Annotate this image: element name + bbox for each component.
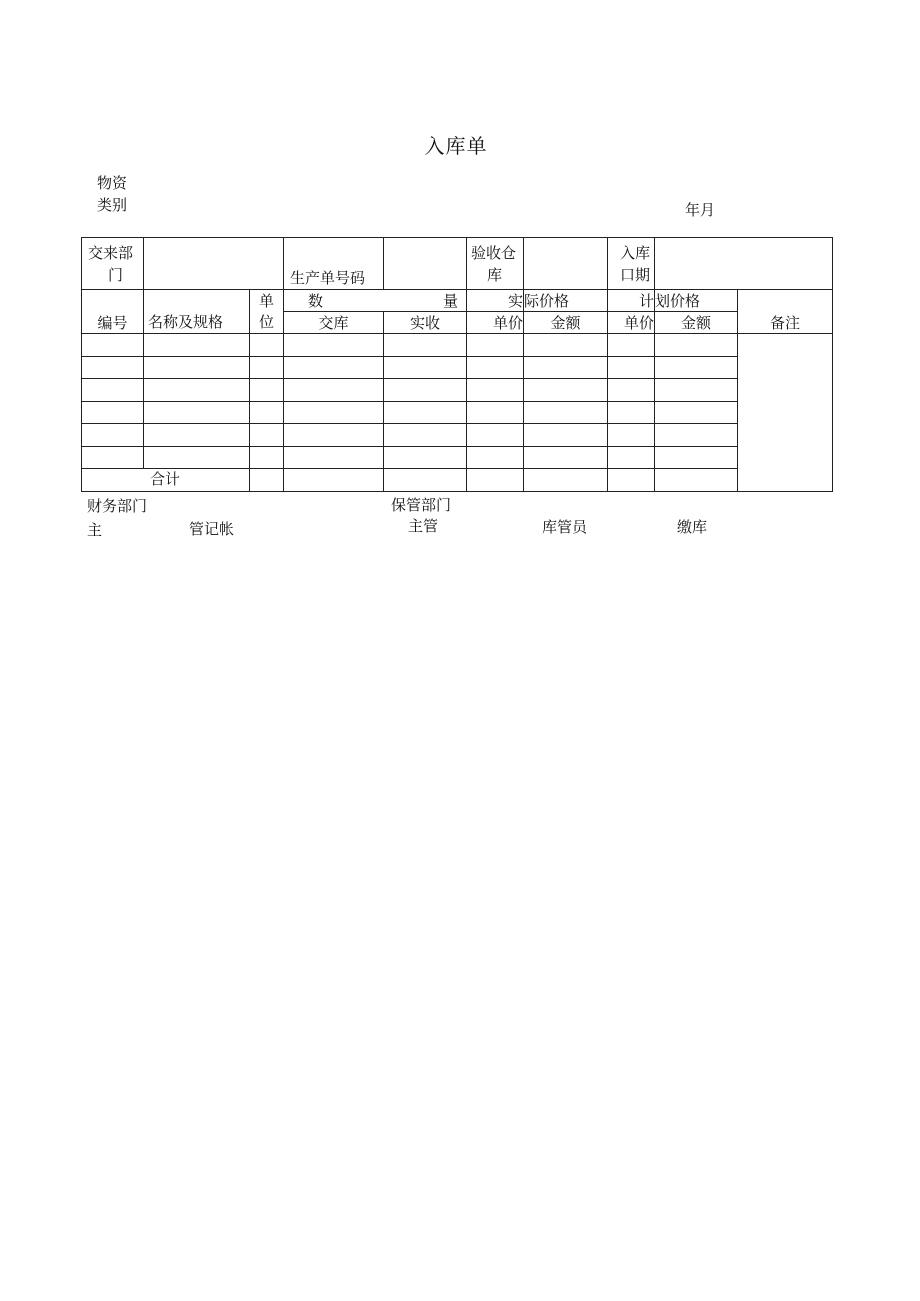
table-row — [82, 401, 833, 424]
inbound-form-table — [81, 237, 833, 492]
cell[interactable] — [284, 446, 384, 469]
cell[interactable] — [608, 356, 655, 379]
table-row — [82, 446, 833, 469]
cell[interactable] — [250, 379, 284, 402]
cell[interactable] — [524, 446, 608, 469]
finance-head-label: 主 — [87, 521, 103, 539]
cell[interactable] — [82, 356, 144, 379]
cell[interactable] — [284, 469, 384, 492]
production-order-label: 生产单号码 — [284, 238, 384, 290]
sub-received-header: 实收 — [384, 312, 467, 334]
cell[interactable] — [384, 401, 467, 424]
table-row — [82, 379, 833, 402]
cell[interactable] — [384, 334, 467, 357]
cell[interactable] — [467, 401, 524, 424]
cell[interactable] — [82, 446, 144, 469]
cell[interactable] — [284, 379, 384, 402]
delivery-dept-label: 交来部 门 — [82, 238, 144, 290]
sub-delivered-header: 交库 — [284, 312, 384, 334]
col-remark-header: 备注 — [738, 290, 833, 334]
cell[interactable] — [82, 401, 144, 424]
total-label: 合计 — [82, 469, 250, 492]
table-row — [82, 356, 833, 379]
cell[interactable] — [82, 334, 144, 357]
cell[interactable] — [284, 356, 384, 379]
cell[interactable] — [524, 379, 608, 402]
sub-plan-unit-price-header: 单价 — [608, 312, 655, 334]
cell[interactable] — [655, 401, 738, 424]
custody-dept-label: 保管部门 — [391, 496, 452, 514]
cell[interactable] — [608, 424, 655, 447]
cell[interactable] — [250, 446, 284, 469]
cell[interactable] — [467, 356, 524, 379]
page-title: 入库单 — [424, 134, 488, 158]
inbound-date-field[interactable] — [655, 238, 833, 290]
sub-actual-amount-header: 金额 — [524, 312, 608, 334]
accountant-label: 管记帐 — [189, 520, 235, 538]
cell[interactable] — [82, 424, 144, 447]
cell[interactable] — [467, 469, 524, 492]
cell[interactable] — [384, 356, 467, 379]
sub-plan-amount-header: 金额 — [655, 312, 738, 334]
actual-price-header-left: 实 — [467, 290, 524, 312]
cell[interactable] — [144, 334, 250, 357]
cell[interactable] — [608, 469, 655, 492]
receiving-warehouse-field[interactable] — [524, 238, 608, 290]
cell[interactable] — [384, 379, 467, 402]
cell[interactable] — [144, 424, 250, 447]
cell[interactable] — [144, 446, 250, 469]
warehouse-keeper-label: 库管员 — [542, 518, 588, 536]
col-code-header: 编号 — [82, 290, 144, 334]
custody-head-label: 主管 — [408, 517, 439, 535]
remark-field[interactable] — [738, 334, 833, 492]
cell[interactable] — [250, 401, 284, 424]
category-label-line1: 物资 — [97, 174, 128, 192]
inbound-date-label: 入库 口期 — [608, 238, 655, 290]
cell[interactable] — [384, 424, 467, 447]
cell[interactable] — [144, 356, 250, 379]
cell[interactable] — [608, 379, 655, 402]
cell[interactable] — [655, 379, 738, 402]
production-order-field[interactable] — [384, 238, 467, 290]
cell[interactable] — [250, 469, 284, 492]
col-unit-header: 单 位 — [250, 290, 284, 334]
delivery-dept-field[interactable] — [144, 238, 284, 290]
cell[interactable] — [284, 334, 384, 357]
receiving-warehouse-label: 验收仓 库 — [467, 238, 524, 290]
table-row — [82, 334, 833, 357]
cell[interactable] — [284, 401, 384, 424]
cell[interactable] — [524, 334, 608, 357]
cell[interactable] — [608, 334, 655, 357]
year-month-label: 年月 — [685, 201, 716, 219]
actual-price-header-right: 际价格 — [524, 290, 608, 312]
total-row — [82, 469, 833, 492]
cell[interactable] — [250, 356, 284, 379]
cell[interactable] — [524, 356, 608, 379]
cell[interactable] — [284, 424, 384, 447]
cell[interactable] — [524, 424, 608, 447]
cell[interactable] — [467, 379, 524, 402]
cell[interactable] — [655, 334, 738, 357]
table-row — [82, 424, 833, 447]
cell[interactable] — [467, 446, 524, 469]
plan-price-header-right: 划价格 — [655, 290, 738, 312]
cell[interactable] — [655, 469, 738, 492]
sub-actual-unit-price-header: 单价 — [467, 312, 524, 334]
cell[interactable] — [655, 424, 738, 447]
cell[interactable] — [144, 379, 250, 402]
cell[interactable] — [250, 334, 284, 357]
cell[interactable] — [467, 424, 524, 447]
cell[interactable] — [82, 379, 144, 402]
cell[interactable] — [524, 469, 608, 492]
cell[interactable] — [524, 401, 608, 424]
category-label-line2: 类别 — [97, 196, 128, 214]
plan-price-header-left: 计 — [608, 290, 655, 312]
cell[interactable] — [655, 446, 738, 469]
cell[interactable] — [384, 446, 467, 469]
cell[interactable] — [384, 469, 467, 492]
cell[interactable] — [467, 334, 524, 357]
cell[interactable] — [655, 356, 738, 379]
finance-dept-label: 财务部门 — [87, 497, 148, 515]
cell[interactable] — [144, 401, 250, 424]
quantity-header: 数 量 — [284, 290, 467, 312]
deliverer-label: 缴库 — [677, 518, 708, 536]
cell[interactable] — [608, 401, 655, 424]
col-name-spec-header: 名称及规格 — [144, 290, 250, 334]
cell[interactable] — [608, 446, 655, 469]
cell[interactable] — [250, 424, 284, 447]
